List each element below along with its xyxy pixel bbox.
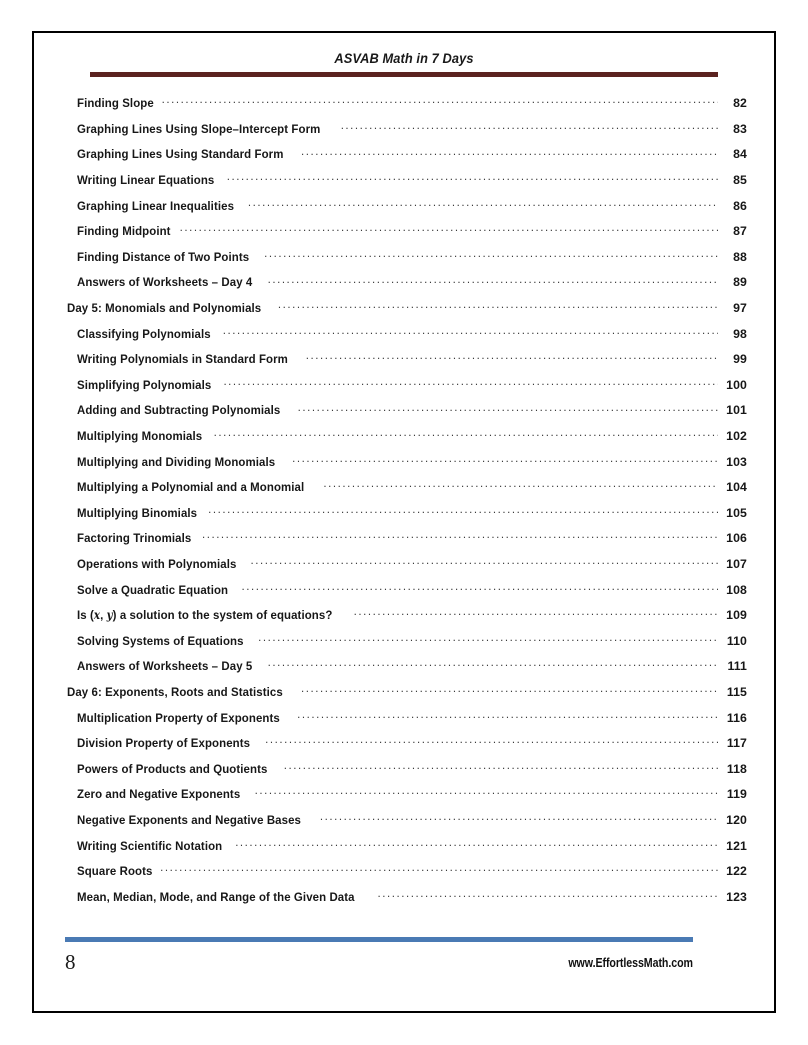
toc-dot-leader [298, 402, 718, 414]
toc-dot-leader [214, 428, 718, 440]
toc-entry[interactable] [65, 479, 747, 505]
toc-entry[interactable] [65, 837, 747, 863]
toc-entry[interactable] [65, 812, 747, 838]
toc-entry-label: Factoring Trinomials [77, 531, 192, 546]
toc-entry[interactable] [65, 146, 747, 172]
footer-page-number: 8 [65, 950, 76, 974]
toc-page-number: 107 [726, 556, 747, 571]
toc-dot-leader [301, 684, 718, 696]
page-frame [32, 31, 776, 1013]
toc-entry-label: Square Roots [77, 864, 153, 879]
toc-page-number: 87 [733, 224, 747, 239]
toc-entry[interactable] [65, 351, 747, 377]
toc-entry[interactable] [65, 453, 747, 479]
toc-entry[interactable] [65, 274, 747, 300]
toc-page-number: 101 [726, 403, 747, 418]
toc-entry[interactable] [65, 863, 747, 889]
toc-entry-label: Day 5: Monomials and Polynomials [67, 301, 262, 316]
toc-entry-label: Graphing Linear Inequalities [77, 198, 235, 213]
toc-entry-label: Operations with Polynomials [77, 556, 237, 571]
toc-entry-label: Multiplying Binomials [77, 505, 198, 520]
toc-entry-label: Negative Exponents and Negative Bases [77, 812, 301, 827]
toc-page-number: 99 [733, 352, 747, 367]
table-of-contents [34, 95, 778, 914]
toc-entry-label: Classifying Polynomials [77, 326, 211, 341]
toc-page-number: 120 [726, 812, 747, 827]
toc-page-number: 98 [733, 326, 747, 341]
toc-dot-leader [301, 146, 718, 158]
toc-dot-leader [162, 95, 718, 107]
toc-dot-leader [208, 505, 718, 517]
toc-page-number: 115 [726, 684, 747, 699]
toc-page-number: 108 [726, 582, 747, 597]
toc-entry-label: Solving Systems of Equations [77, 633, 244, 648]
toc-entry[interactable] [65, 172, 747, 198]
toc-entry[interactable] [65, 581, 747, 607]
toc-entry-label: Multiplying a Polynomial and a Monomial [77, 480, 305, 495]
toc-dot-leader [235, 837, 718, 849]
toc-entry[interactable] [65, 95, 747, 121]
toc-entry-label: Multiplication Property of Exponents [77, 710, 280, 725]
toc-dot-leader [248, 197, 718, 209]
toc-entry-label: Adding and Subtracting Polynomials [77, 403, 281, 418]
toc-dot-leader [250, 556, 718, 568]
toc-entry-label: Graphing Lines Using Standard Form [77, 147, 284, 162]
toc-page-number: 85 [733, 173, 747, 188]
toc-dot-leader [320, 812, 718, 824]
toc-entry-label: Division Property of Exponents [77, 736, 251, 751]
toc-entry[interactable] [65, 325, 747, 351]
toc-entry-label: Finding Midpoint [77, 224, 171, 239]
toc-entry-label: Finding Slope [77, 96, 154, 111]
toc-entry-label: Simplifying Polynomials [77, 377, 212, 392]
toc-entry[interactable] [65, 428, 747, 454]
running-head-title: ASVAB Math in 7 Days [334, 51, 474, 66]
toc-page-number: 84 [733, 147, 747, 162]
toc-dot-leader [202, 530, 718, 542]
toc-dot-leader [354, 607, 718, 619]
toc-dot-leader [264, 249, 718, 261]
toc-entry-label: Finding Distance of Two Points [77, 249, 250, 264]
toc-dot-leader [160, 863, 718, 875]
toc-entry-label: Answers of Worksheets – Day 4 [77, 275, 253, 290]
toc-entry[interactable] [65, 632, 747, 658]
toc-page-number: 119 [726, 787, 747, 802]
footer-row [65, 952, 693, 973]
toc-entry[interactable] [65, 223, 747, 249]
toc-entry[interactable] [65, 377, 747, 403]
toc-day-heading[interactable] [65, 684, 747, 710]
toc-page-number: 104 [726, 480, 747, 495]
toc-dot-leader [227, 172, 718, 184]
toc-page-number: 109 [726, 608, 747, 623]
toc-page-number: 106 [726, 531, 747, 546]
toc-page-number: 102 [726, 429, 747, 444]
toc-entry-label: Multiplying and Dividing Monomials [77, 454, 276, 469]
toc-dot-leader [255, 786, 718, 798]
toc-page-number: 82 [733, 96, 747, 111]
toc-entry-label: Writing Scientific Notation [77, 838, 223, 853]
toc-page-number: 116 [726, 710, 747, 725]
toc-page-number: 117 [726, 736, 747, 751]
toc-entry[interactable] [65, 556, 747, 582]
toc-entry-label: Day 6: Exponents, Roots and Statistics [67, 684, 283, 699]
toc-dot-leader [258, 632, 718, 644]
toc-page-number: 105 [726, 505, 747, 520]
toc-entry-label: Writing Linear Equations [77, 173, 215, 188]
toc-page-number: 89 [733, 275, 747, 290]
toc-page-number: 121 [726, 838, 747, 853]
toc-dot-leader [268, 274, 718, 286]
toc-page-number: 110 [726, 633, 747, 648]
toc-day-heading[interactable] [65, 300, 747, 326]
toc-entry[interactable] [65, 249, 747, 275]
toc-page-number: 122 [726, 864, 747, 879]
toc-entry[interactable] [65, 197, 747, 223]
toc-page-number: 88 [733, 249, 747, 264]
toc-entry[interactable] [65, 402, 747, 428]
toc-dot-leader [284, 760, 718, 772]
toc-entry-label: Zero and Negative Exponents [77, 787, 241, 802]
toc-dot-leader [278, 300, 718, 312]
toc-entry-label: Is (x, y) a solution to the system of equations? [77, 608, 333, 623]
toc-dot-leader [268, 658, 718, 670]
toc-dot-leader [223, 325, 718, 337]
page-header [34, 33, 774, 77]
toc-dot-leader [341, 121, 718, 133]
toc-entry[interactable] [65, 786, 747, 812]
toc-dot-leader [265, 735, 718, 747]
math-variable: x [93, 608, 101, 623]
toc-entry-label: Solve a Quadratic Equation [77, 582, 229, 597]
toc-entry[interactable] [65, 735, 747, 761]
toc-page-number: 103 [726, 454, 747, 469]
toc-dot-leader [292, 453, 718, 465]
toc-entry-label: Powers of Products and Quotients [77, 761, 268, 776]
toc-page-number: 111 [727, 659, 747, 674]
toc-entry-label: Mean, Median, Mode, and Range of the Given Data [77, 889, 355, 904]
toc-entry[interactable] [65, 607, 747, 633]
toc-entry[interactable] [65, 530, 747, 556]
toc-entry-label: Writing Polynomials in Standard Form [77, 352, 288, 367]
toc-page-number: 86 [733, 198, 747, 213]
toc-page-number: 123 [726, 889, 747, 904]
math-variable: y [106, 608, 113, 623]
toc-entry-label: Multiplying Monomials [77, 429, 203, 444]
toc-dot-leader [180, 223, 718, 235]
toc-entry[interactable] [65, 505, 747, 531]
toc-entry[interactable] [65, 121, 747, 147]
toc-entry[interactable] [65, 709, 747, 735]
header-rule [90, 72, 718, 77]
toc-entry[interactable] [65, 760, 747, 786]
toc-dot-leader [297, 709, 718, 721]
toc-entry-label: Answers of Worksheets – Day 5 [77, 659, 253, 674]
toc-entry[interactable] [65, 658, 747, 684]
toc-page-number: 100 [726, 377, 747, 392]
toc-dot-leader [378, 888, 719, 900]
toc-page-number: 97 [733, 301, 747, 316]
toc-dot-leader [223, 377, 718, 389]
toc-dot-leader [306, 351, 718, 363]
toc-dot-leader [242, 581, 719, 593]
toc-entry[interactable] [65, 888, 747, 914]
toc-page-number: 83 [733, 121, 747, 136]
footer-website: www.EffortlessMath.com [568, 955, 693, 970]
toc-entry-label: Graphing Lines Using Slope–Intercept Form [77, 121, 321, 136]
page-footer [65, 937, 695, 973]
toc-page-number: 118 [726, 761, 747, 776]
footer-rule [65, 937, 693, 942]
toc-dot-leader [323, 479, 718, 491]
